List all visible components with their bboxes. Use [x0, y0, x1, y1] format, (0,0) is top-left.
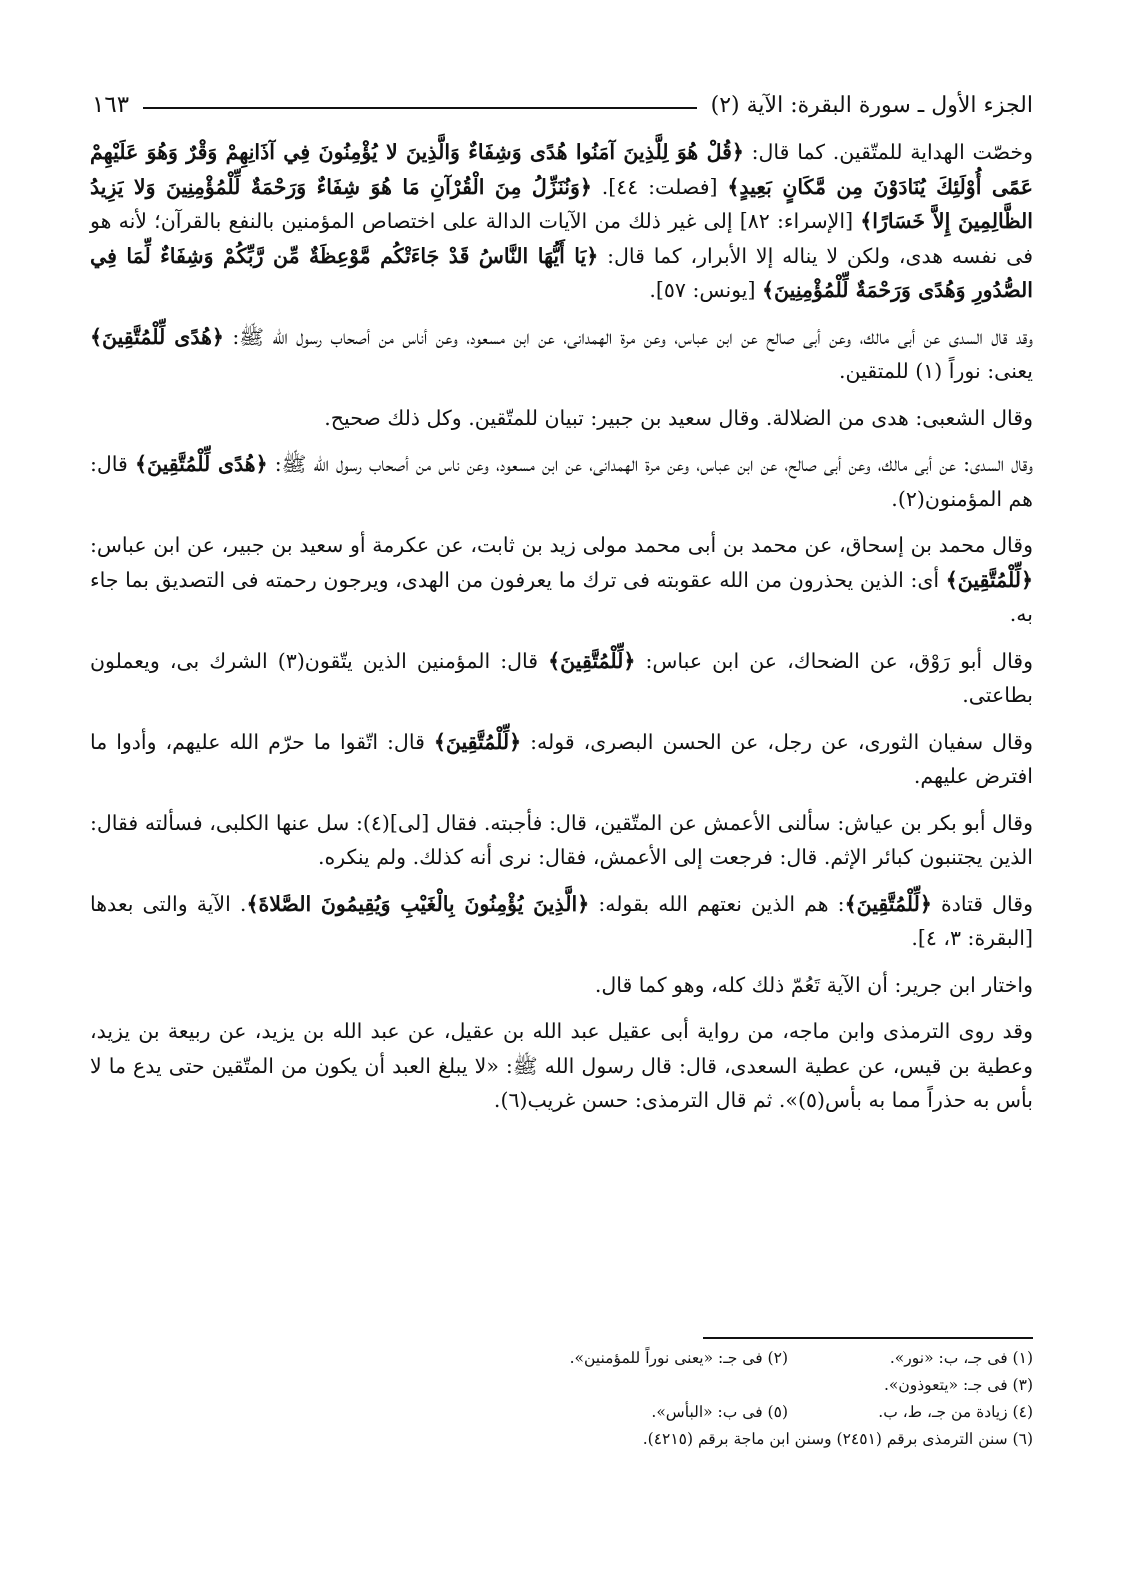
paragraph — [90, 887, 1033, 956]
paragraph — [90, 644, 1033, 713]
footnote: (١) فى جـ، ب: «نور». — [889, 1349, 1033, 1367]
footnote: (٦) سنن الترمذى برقم (٢٤٥١) وسنن ابن ماجة برقم (٤٢١٥). — [642, 1430, 1033, 1448]
text-segment: قال: المؤمنين الذين يتّقون(٣) الشرك بى، ويعملون بطاعتى. — [90, 648, 1033, 707]
text-segment: [يونس: ٥٧]. — [649, 278, 763, 302]
quran-verse: ﴿لِّلْمُتَّقِينَ﴾ — [548, 648, 636, 673]
text-segment: وقال قتادة — [931, 891, 1033, 916]
text-segment: وخصّت الهداية للمتّقين. كما قال: — [743, 140, 1033, 164]
quran-verse: ﴿الَّذِينَ يُؤْمِنُونَ بِالْغَيْبِ وَيُقِيمُونَ الصَّلاةَ﴾ — [246, 891, 590, 916]
text-segment: أى: الذين يحذرون من الله عقوبته فى ترك ما يعرفون من الهدى، ويرجون رحمته فى التصديق بما جاء به. — [90, 567, 1033, 626]
running-header — [92, 88, 1033, 122]
text-segment: [الإسراء: ٨٢] إلى غير ذلك من الآيات الدالة على اختصاص المؤمنين بالنفع بالقرآن؛ لأنه هو فى نفسه هدى، ولكن لا يناله إلا الأبرار، كما قال: — [90, 209, 1033, 268]
paragraph — [90, 135, 1033, 308]
text-segment: وقال محمد بن إسحاق، عن محمد بن أبى محمد مولى زيد بن ثابت، عن عكرمة أو سعيد بن جبير، عن ابن عباس: — [90, 533, 1033, 557]
text-segment: قال: هم المؤمنون(٢). — [90, 452, 1033, 511]
quran-verse: ﴿لِّلْمُتَّقِينَ﴾ — [945, 567, 1033, 592]
footnote-divider — [703, 1337, 1033, 1339]
paragraph — [90, 968, 1033, 1003]
text-segment: قال: اتّقوا ما حرّم الله عليهم، وأدوا ما افترض عليهم. — [90, 729, 1033, 788]
paragraph — [90, 806, 1033, 875]
quran-verse: ﴿لِّلْمُتَّقِينَ﴾ — [433, 729, 522, 754]
text-segment: وقال السدى: عن أبى مالك، وعن أبى صالح، عن ابن عباس، وعن مرة الهمدانى، عن ابن مسعود، وعن ناس من أصحاب رسول الله ﷺ: — [267, 452, 1033, 476]
paragraph — [90, 725, 1033, 794]
text-segment: وقد روى الترمذى وابن ماجه، من رواية أبى عقيل عبد الله بن عقيل، عن عبد الله بن يزيد، عن ربيعة بن يزيد، وعطية بن قيس، عن عطية السعدى، قال: قال رسول الله ﷺ: «لا يبلغ العبد أن يكون من المتّقين حتى يدع ما لا بأس به حذراً مما به بأس(٥)». ثم قال الترمذى: حسن غريب(٦). — [90, 1019, 1033, 1112]
footnote: (٢) فى جـ: «يعنى نوراً للمؤمنين». — [569, 1349, 788, 1367]
text-segment: . الآية والتى بعدها [البقرة: ٣، ٤]. — [90, 891, 1033, 950]
paragraph — [90, 528, 1033, 632]
footnote: (٤) زيادة من جـ، ط، ب. — [878, 1403, 1033, 1421]
header-rule — [143, 107, 697, 109]
text-segment: : هم الذين نعتهم الله بقوله: — [589, 891, 845, 916]
text-segment: وقال الشعبى: هدى من الضلالة. وقال سعيد بن جبير: تبيان للمتّقين. وكل ذلك صحيح. — [324, 405, 1033, 430]
text-segment: [فصلت: ٤٤]. — [591, 174, 728, 199]
text-segment: وقال أبو رَوْق، عن الضحاك، عن ابن عباس: — [635, 648, 1034, 673]
quran-verse: ﴿يَا أَيُّهَا النَّاسُ قَدْ جَاءَتْكُم مَّوْعِظَةٌ مِّن رَّبِّكُمْ وَشِفَاءٌ لِّمَا فِي الصُّدُورِ وَهُدًى وَرَحْمَةٌ لِّلْمُؤْمِنِينَ﴾ — [90, 243, 1033, 302]
header-title: الجزء الأول ـ سورة البقرة: الآية (٢) — [710, 92, 1033, 118]
paragraph — [90, 447, 1033, 516]
text-segment: وقال سفيان الثورى، عن رجل، عن الحسن البصرى، قوله: — [521, 729, 1033, 754]
quran-verse: ﴿وَنُنَزِّلُ مِنَ الْقُرْآنِ مَا هُوَ شِفَاءٌ وَرَحْمَةٌ لِّلْمُؤْمِنِينَ وَلا يَزِيدُ الظَّالِمِينَ إِلاَّ خَسَارًا﴾ — [90, 174, 1033, 233]
text-segment: واختار ابن جرير: أن الآية تَعُمّ ذلك كله، وهو كما قال. — [594, 972, 1033, 997]
main-text — [90, 135, 1033, 1118]
quran-verse: ﴿هُدًى لِّلْمُتَّقِينَ﴾ — [134, 452, 268, 476]
text-segment: وقال أبو بكر بن عياش: سألنى الأعمش عن المتّقين، قال: فأجبته. فقال [لى](٤): سل عنها الكلبى، فسألته فقال: الذين يجتنبون كبائر الإثم. قال: فرجعت إلى الأعمش، فقال: نرى أنه كذلك. ولم ينكره. — [90, 810, 1033, 869]
paragraph — [90, 1014, 1033, 1118]
footnote-row — [300, 1426, 1033, 1453]
paragraph — [90, 401, 1033, 436]
footnote-row — [300, 1372, 1033, 1399]
quran-verse: ﴿هُدًى لِّلْمُتَّقِينَ﴾ — [90, 324, 224, 349]
text-segment: وقد قال السدى عن أبى مالك، وعن أبى صالح عن ابن عباس، وعن مرة الهمدانى، عن ابن مسعود، وعن أناس من أصحاب رسول الله ﷺ: — [223, 324, 1033, 349]
text-segment: يعنى: نوراً (١) للمتقين. — [839, 359, 1033, 383]
paragraph — [90, 320, 1033, 389]
footnotes — [300, 1345, 1033, 1453]
quran-verse: ﴿لِّلْمُتَّقِينَ﴾ — [844, 891, 932, 916]
page-number: ١٦٣ — [92, 92, 130, 118]
footnote: (٥) فى ب: «البأس». — [651, 1403, 788, 1421]
footnote-row — [300, 1345, 1033, 1372]
footnote: (٣) فى جـ: «يتعوذون». — [883, 1376, 1033, 1394]
quran-verse: ﴿قُلْ هُوَ لِلَّذِينَ آمَنُوا هُدًى وَشِفَاءٌ وَالَّذِينَ لا يُؤْمِنُونَ فِي آذَانِهِمْ وَقْرٌ وَهُوَ عَلَيْهِمْ عَمًى أُوْلَئِكَ يُنَادَوْنَ مِن مَّكَانٍ بَعِيدٍ﴾ — [90, 140, 1034, 199]
footnote-row — [300, 1399, 1033, 1426]
